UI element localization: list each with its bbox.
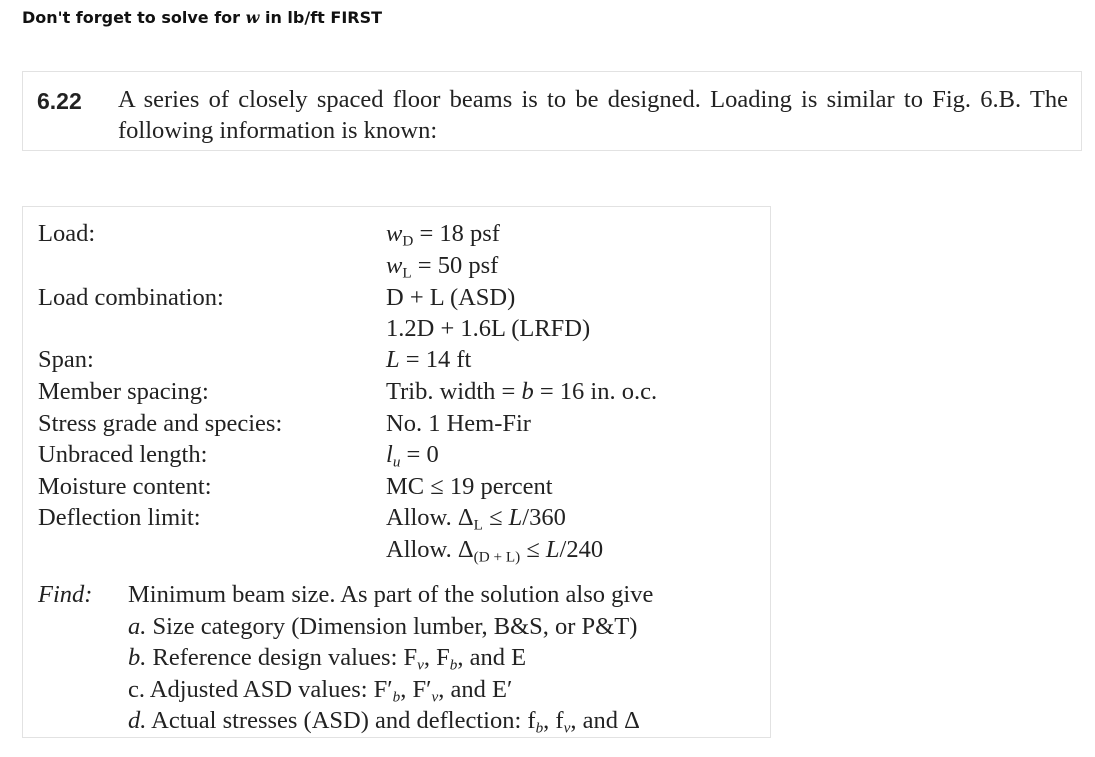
moisture-content-label: Moisture content: (38, 473, 212, 500)
total-deflection-value: Allow. $\Delta_{(D + L)} \le L/240$ (386, 536, 604, 566)
deflection-limit-label: Deflection limit: (38, 504, 201, 531)
member-spacing-value: Trib. width = b = 16 in. o.c. (386, 378, 658, 405)
load-label: Load: (38, 220, 96, 247)
unbraced-length-value: $l_u = 0$ (386, 441, 439, 471)
given-information-box (22, 206, 771, 738)
find-text: Minimum beam size. As part of the solution also give (128, 581, 654, 608)
find-item-b: b. Reference design values: $F_v$, $F_b$, and E (128, 644, 527, 674)
problem-number: 6.22 (37, 88, 82, 114)
find-label: Find: (38, 581, 93, 608)
dead-load-value: $w_D = 18$ psf (386, 220, 500, 250)
stress-grade-value: No. 1 Hem-Fir (386, 410, 531, 437)
live-load-value: $w_L = 50$ psf (386, 252, 499, 282)
moisture-content-value: MC ≤ 19 percent (386, 473, 553, 500)
stress-grade-label: Stress grade and species: (38, 410, 283, 437)
unbraced-length-label: Unbraced length: (38, 441, 208, 468)
span-label: Span: (38, 346, 94, 373)
note-text-start: Don't forget to solve for (22, 8, 246, 27)
note-variable: w (245, 8, 260, 27)
problem-text: A series of closely spaced floor beams is to be designed. Loading is similar to Fig. 6.B. The following information is known: (118, 86, 1068, 144)
member-spacing-label: Member spacing: (38, 378, 209, 405)
live-deflection-value: Allow. $\Delta_L \le L/360$ (386, 504, 566, 534)
instruction-note (22, 8, 382, 27)
note-text-end: in lb/ft FIRST (259, 8, 383, 27)
load-combination-label: Load combination: (38, 284, 224, 311)
combo-lrfd-value: 1.2D + 1.6L (LRFD) (386, 315, 591, 342)
span-value: L = 14 ft (386, 346, 472, 373)
find-item-a: a. Size category (Dimension lumber, B&S, or P&T) (128, 613, 638, 640)
problem-statement (22, 71, 1082, 151)
combo-asd-value: D + L (ASD) (386, 284, 516, 311)
find-item-d: d. Actual stresses (ASD) and deflection: $f_b$, $f_v$, and Δ (128, 707, 640, 737)
find-item-c: c. Adjusted ASD values: $F'_b$, $F'_v$, and E′ (128, 676, 513, 706)
